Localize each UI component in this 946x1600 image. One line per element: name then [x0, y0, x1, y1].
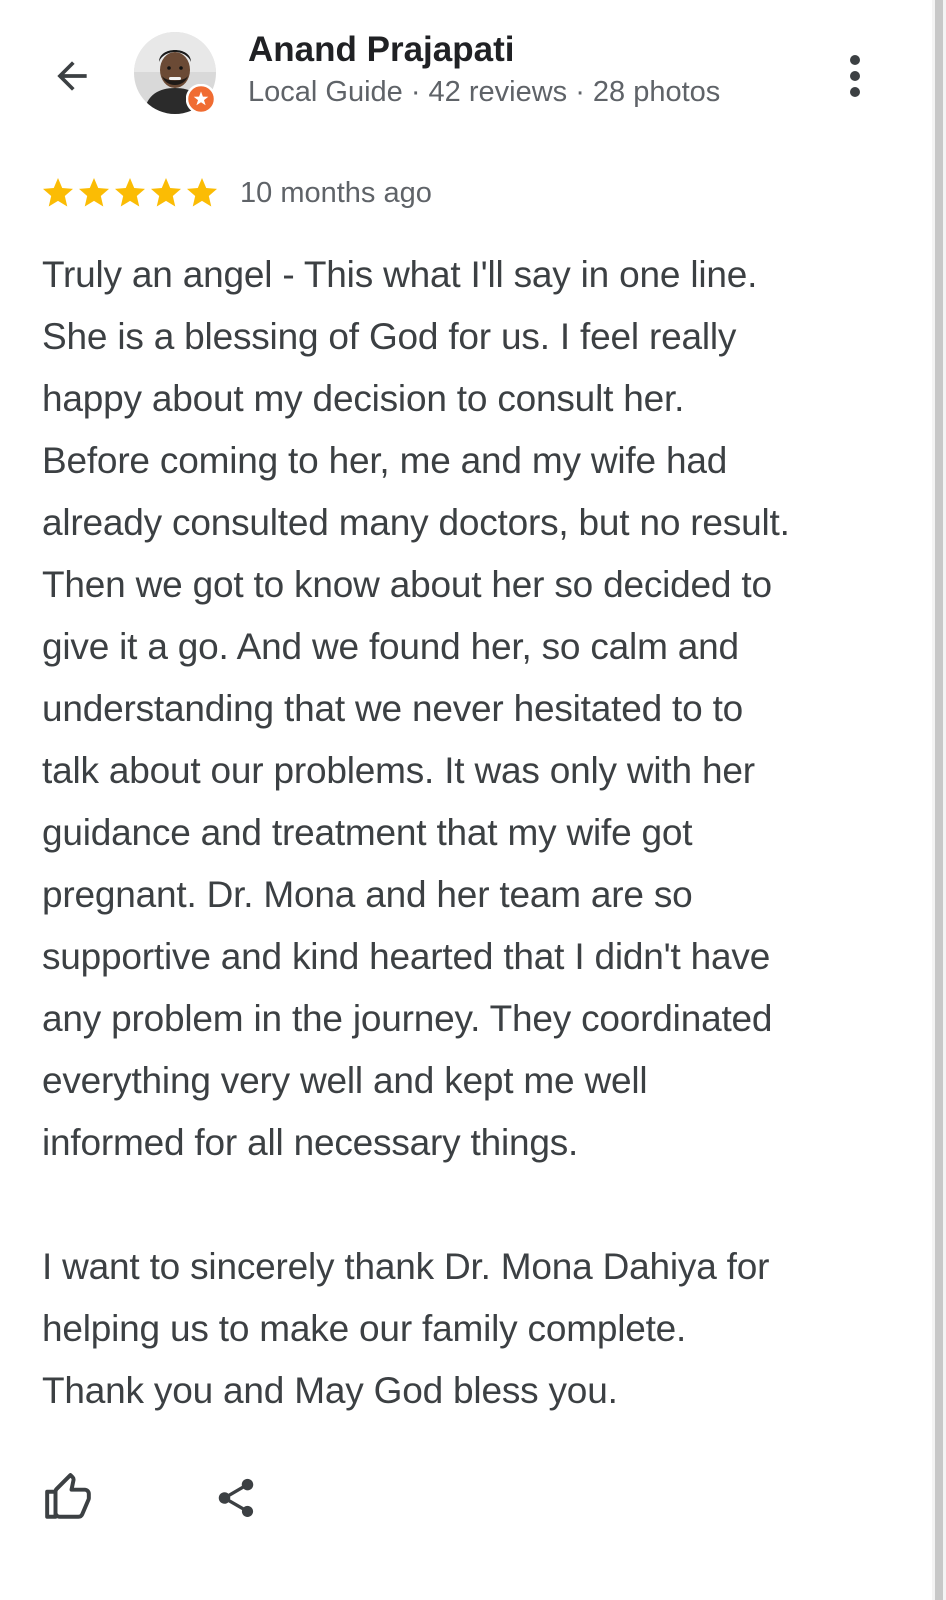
- share-button[interactable]: [208, 1470, 264, 1526]
- local-guide-badge: [186, 84, 216, 114]
- review-text: [42, 244, 912, 1422]
- more-options-button[interactable]: [830, 48, 880, 104]
- arrow-back-icon: [50, 54, 94, 98]
- star-icon: [112, 175, 148, 211]
- review-date: 10 months ago: [240, 176, 432, 209]
- reviewer-header: [0, 30, 920, 122]
- more-vert-icon: [845, 52, 865, 100]
- star-rating: [40, 175, 220, 211]
- reviewer-name[interactable]: Anand Prajapati: [248, 30, 515, 69]
- reviewer-meta: Local Guide · 42 reviews · 28 photos: [248, 76, 721, 108]
- review-paragraph: Truly an angel - This what I'll say in one line. She is a blessing of God for us. I feel really happy about my decision to consult her. Before coming to her, me and my wife had already consulted many doctors, but no result. Then we got to know about her so decided to give it a go. And we found her, so calm and understanding that we never hesitated to to talk about our problems. It was only with her guidance and treatment that my wife got pregnant. Dr. Mona and her team are so supportive and kind hearted that I didn't have any problem in the journey. They coordinated everything very well and kept me well informed for all necessary things.: [42, 254, 790, 1163]
- share-icon: [213, 1475, 259, 1521]
- thumb-up-icon: [43, 1473, 93, 1523]
- rating-row: [40, 172, 432, 214]
- star-icon: [76, 175, 112, 211]
- scrollbar-track[interactable]: [932, 0, 946, 1600]
- review-paragraph: I want to sincerely thank Dr. Mona Dahiya for helping us to make our family complete. Thank you and May God bless you.: [42, 1246, 770, 1411]
- like-button[interactable]: [40, 1470, 96, 1526]
- star-icon: [148, 175, 184, 211]
- back-button[interactable]: [44, 48, 100, 104]
- star-icon: [184, 175, 220, 211]
- review-actions: [40, 1470, 440, 1530]
- local-guide-badge-icon: [186, 84, 216, 114]
- star-icon: [40, 175, 76, 211]
- scrollbar-thumb[interactable]: [935, 0, 943, 1600]
